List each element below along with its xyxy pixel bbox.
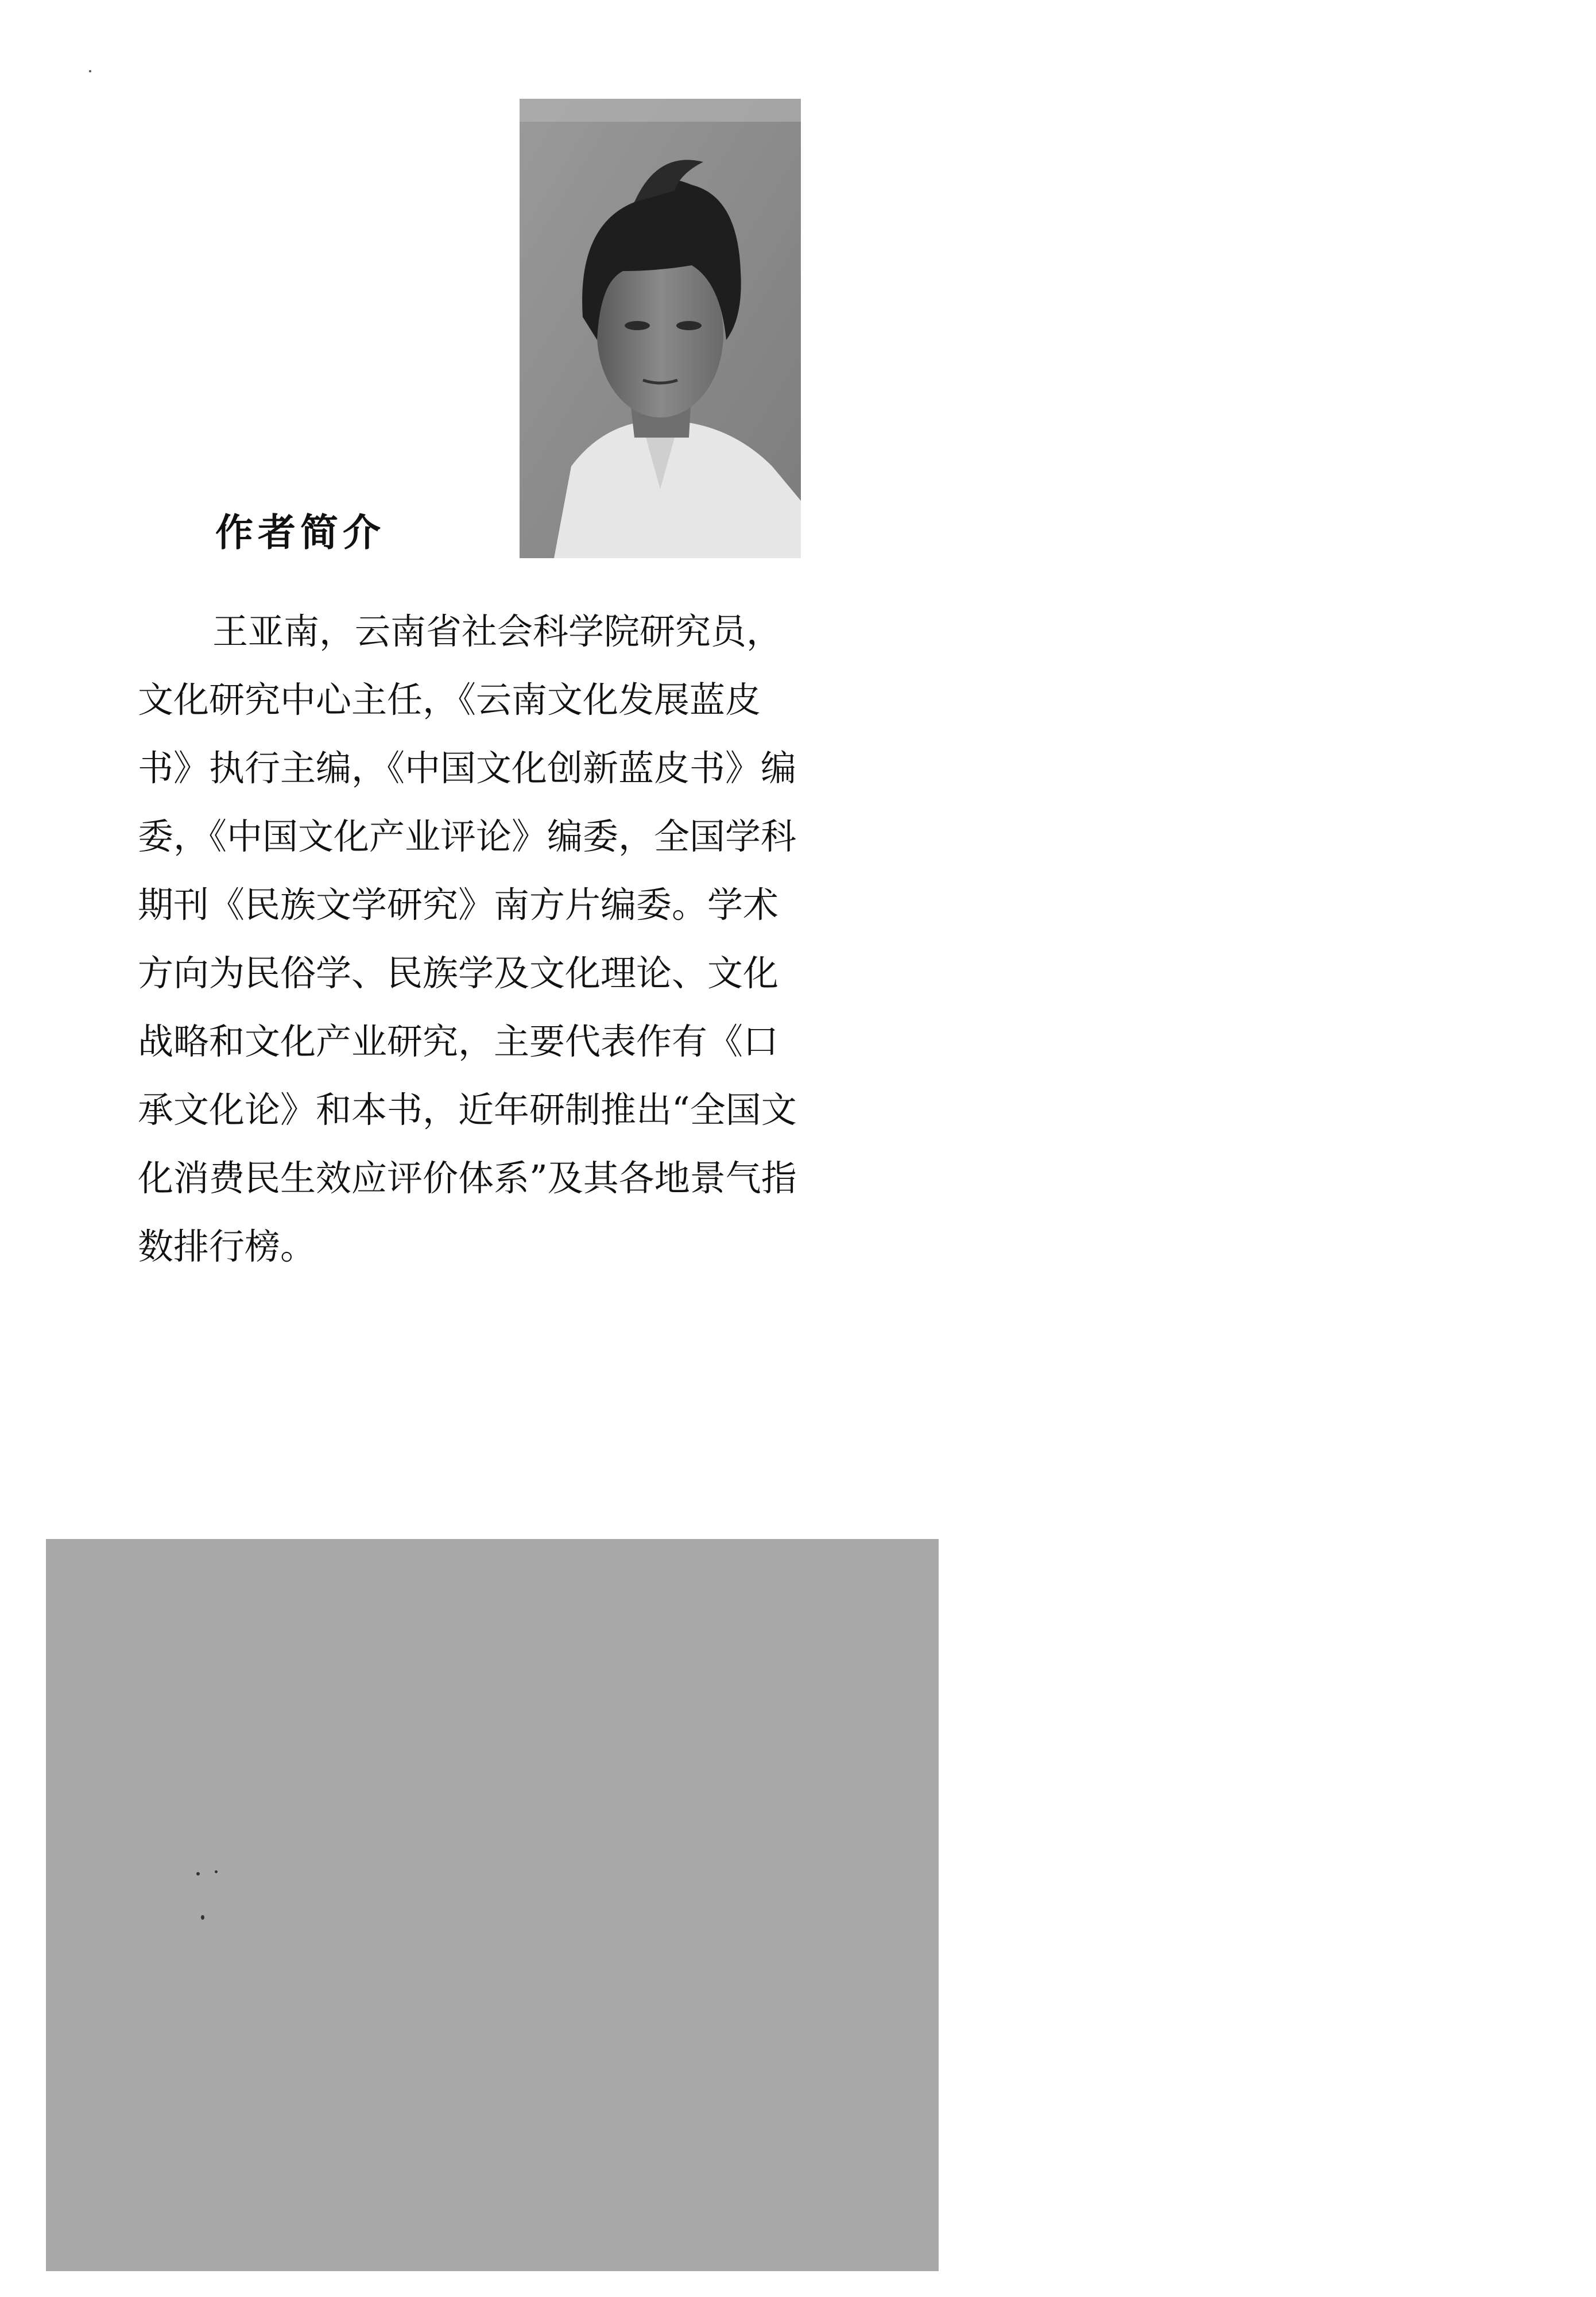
gray-image-block: [46, 1539, 939, 2271]
author-portrait-image: [520, 99, 801, 558]
author-bio: 王亚南，云南省社会科学院研究员，文化研究中心主任，《云南文化发展蓝皮书》执行主编，《中国文化创新蓝皮书》编委，《中国文化产业评论》编委，全国学科期刊《民族文学研究》南方片编委。学术方向为民俗学、民族学及文化理论、文化战略和文化产业研究，主要代表作有《口承文化论》和本书，近年研制推出“全国文化消费民生效应评价体系”及其各地景气指数排行榜。: [138, 610, 797, 1267]
author-photo: [520, 99, 801, 558]
scan-speck: [89, 70, 91, 72]
speck-mark: [215, 1870, 218, 1873]
speck-mark: [196, 1872, 200, 1876]
speck-mark: [201, 1915, 204, 1920]
section-heading: 作者简介: [215, 511, 385, 555]
